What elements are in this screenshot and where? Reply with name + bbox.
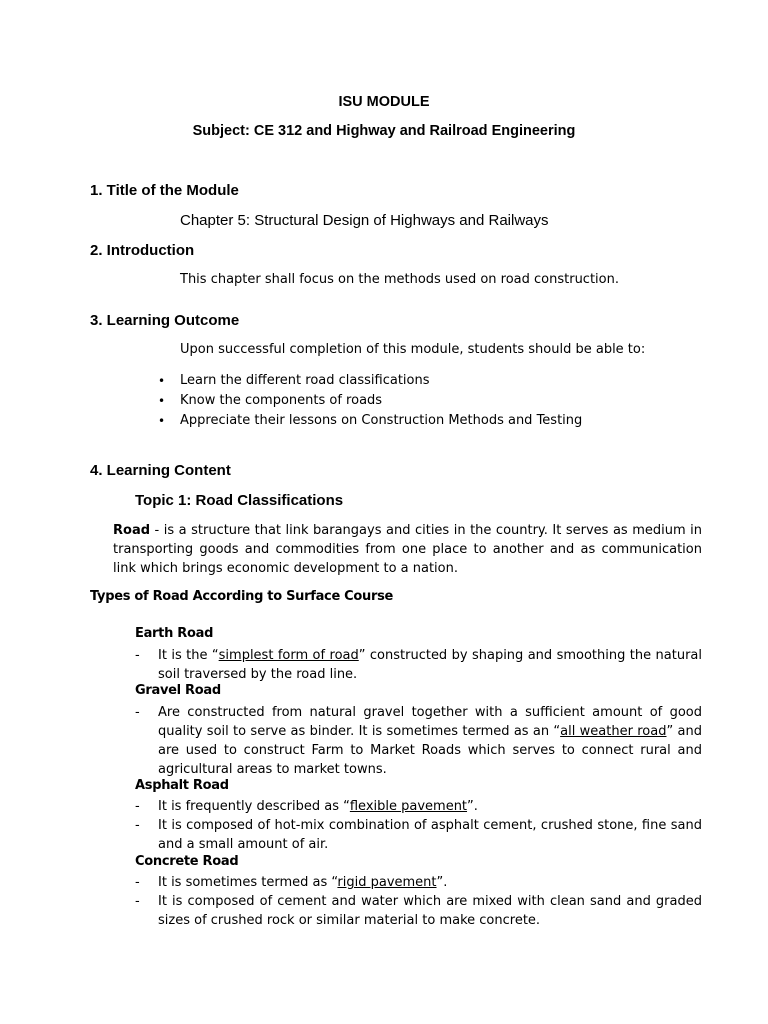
bullet-icon: • xyxy=(158,414,166,428)
text-segment: It is the “ xyxy=(158,648,219,663)
road-term: Road xyxy=(113,523,151,538)
underlined-term: all weather road xyxy=(560,724,667,739)
text-segment: ” and are used to construct Farm to Market Roads which serves to connect rural and agricultural areas to market towns. xyxy=(158,724,702,777)
section-heading-title: 1. Title of the Module xyxy=(90,182,239,199)
bullet-text: Learn the different road classifications xyxy=(180,373,430,388)
bullet-text: Know the components of roads xyxy=(180,393,383,408)
subject-line: Subject: CE 312 and Highway and Railroad Engineering xyxy=(192,123,576,139)
list-item xyxy=(158,411,582,431)
learning-outcome-intro: Upon successful completion of this module, students should be able to: xyxy=(180,342,646,357)
underlined-term: rigid pavement xyxy=(337,875,437,890)
list-item xyxy=(158,371,582,391)
section-heading-learning-content: 4. Learning Content xyxy=(90,462,231,479)
road-definition xyxy=(113,521,702,578)
list-item xyxy=(135,646,702,684)
topic-heading: Topic 1: Road Classifications xyxy=(135,492,344,509)
concrete-road-text-2: It is composed of cement and water which are mixed with clean sand and graded sizes of crushed rock or similar material to make concrete. xyxy=(158,894,702,928)
asphalt-road-text-2: It is composed of hot-mix combination of asphalt cement, crushed stone, fine sand and a small amount of air. xyxy=(158,818,702,852)
text-segment: It is frequently described as “ xyxy=(158,799,350,814)
list-item xyxy=(135,816,702,854)
road-definition-text: - is a structure that link barangays and cities in the country. It serves as medium in transporting goods and commodities from one place to another and as communication link which brings economic development to a nation. xyxy=(113,523,702,576)
text-segment: ” constructed by shaping and smoothing the natural soil traversed by the road line. xyxy=(158,648,702,682)
text-segment: ”. xyxy=(436,875,448,890)
module-title: ISU MODULE xyxy=(338,94,430,110)
introduction-text: This chapter shall focus on the methods used on road construction. xyxy=(180,272,619,287)
asphalt-road-heading: Asphalt Road xyxy=(135,778,229,793)
list-item xyxy=(135,703,702,779)
dash-marker: - xyxy=(135,818,140,833)
bullet-icon: • xyxy=(158,394,166,408)
concrete-road-text-1 xyxy=(158,873,702,892)
list-item xyxy=(135,873,702,892)
earth-road-heading: Earth Road xyxy=(135,626,214,641)
list-item xyxy=(158,391,582,411)
dash-marker: - xyxy=(135,799,140,814)
dash-marker: - xyxy=(135,648,140,663)
underlined-term: simplest form of road xyxy=(218,648,359,663)
dash-marker: - xyxy=(135,705,140,720)
list-item xyxy=(135,892,702,930)
bullet-text: Appreciate their lessons on Construction Methods and Testing xyxy=(180,413,583,428)
text-segment: ”. xyxy=(467,799,478,814)
bullet-icon: • xyxy=(158,374,166,388)
gravel-road-text xyxy=(158,703,702,779)
dash-marker: - xyxy=(135,894,140,909)
text-segment: Are constructed from natural gravel together with a sufficient amount of good quality soil to serve as binder. It is sometimes termed as an “ xyxy=(158,705,702,739)
section-heading-learning-outcome: 3. Learning Outcome xyxy=(90,312,240,329)
list-item xyxy=(135,797,702,816)
asphalt-road-text-1 xyxy=(158,797,702,816)
chapter-title: Chapter 5: Structural Design of Highways and Railways xyxy=(180,212,549,229)
learning-outcome-list xyxy=(158,371,582,431)
text-segment: It is sometimes termed as “ xyxy=(158,875,338,890)
earth-road-text xyxy=(158,646,702,684)
dash-marker: - xyxy=(135,875,140,890)
gravel-road-heading: Gravel Road xyxy=(135,683,221,698)
concrete-road-heading: Concrete Road xyxy=(135,854,239,869)
section-heading-introduction: 2. Introduction xyxy=(90,242,195,259)
types-heading: Types of Road According to Surface Course xyxy=(90,589,394,604)
underlined-term: flexible pavement xyxy=(349,799,468,814)
